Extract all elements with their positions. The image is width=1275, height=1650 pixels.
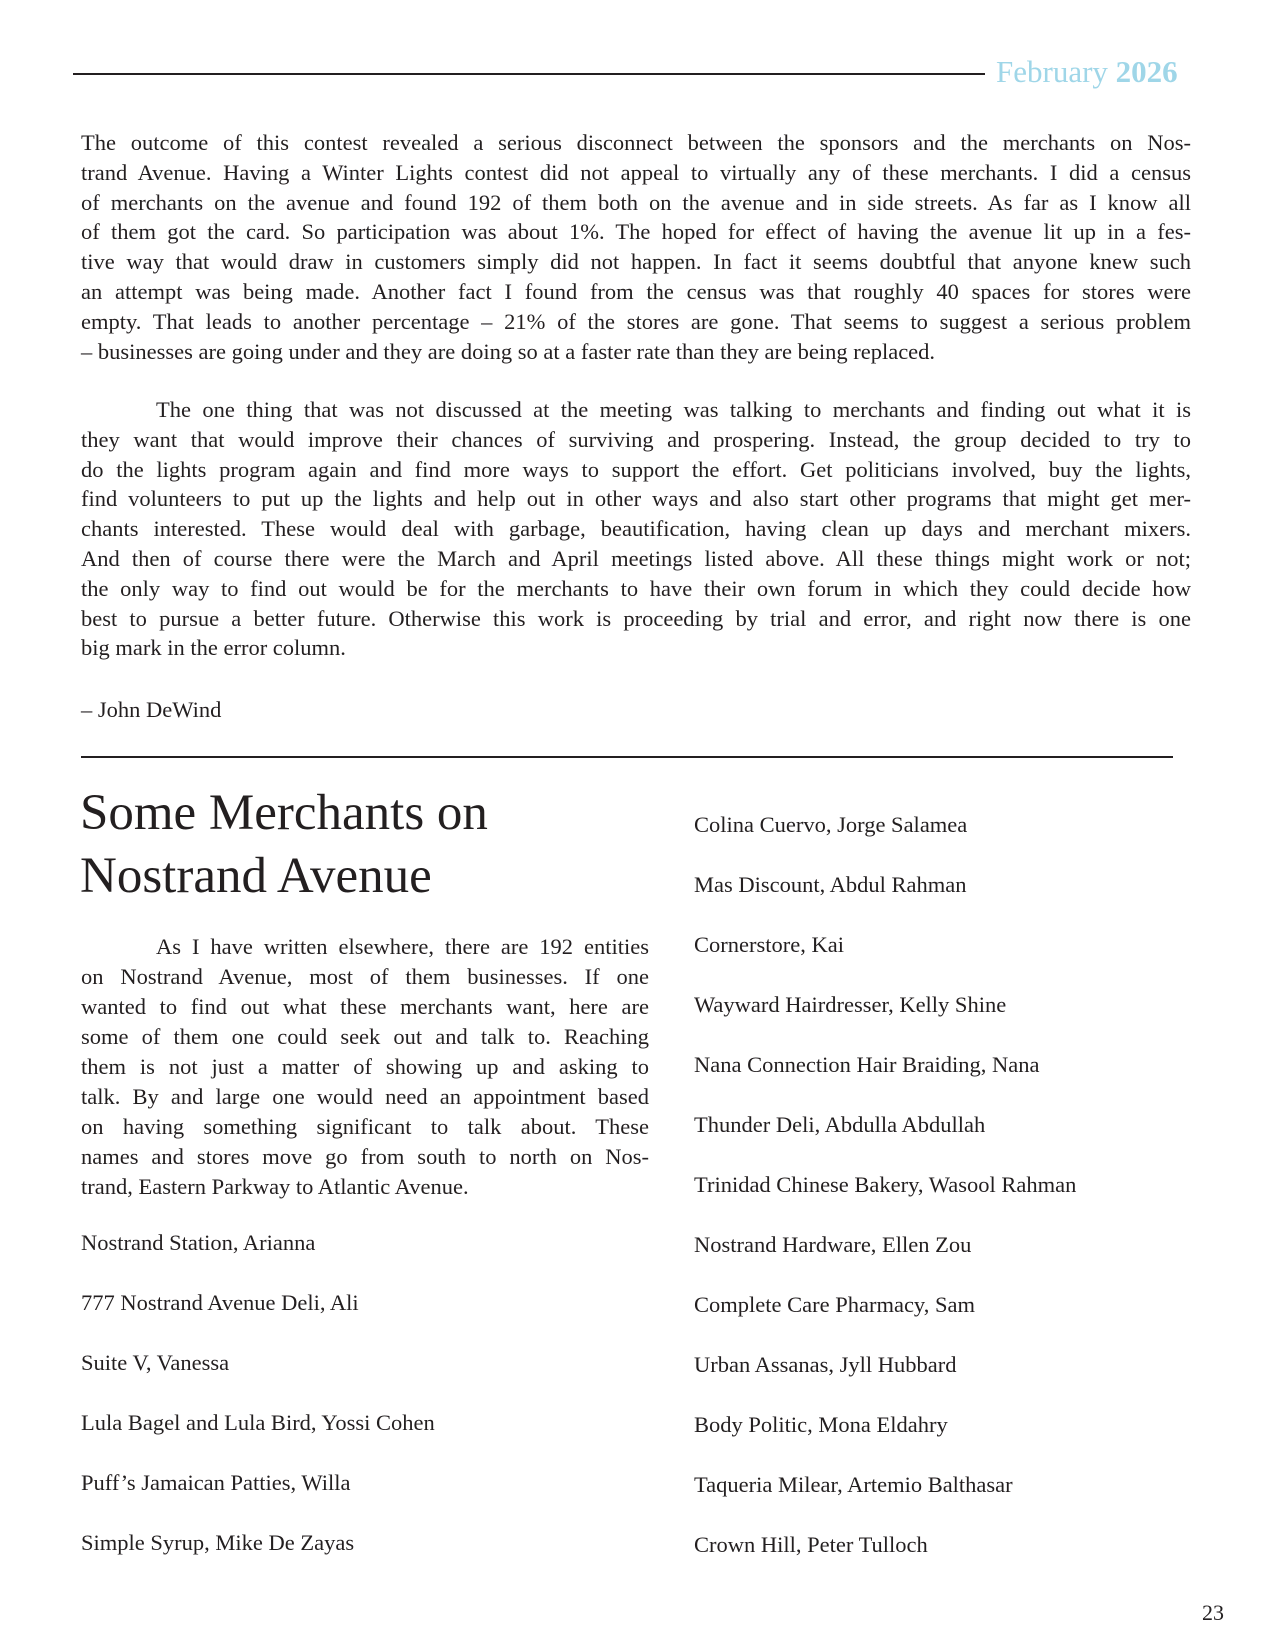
merchant-item: Puff’s Jamaican Patties, Willa bbox=[81, 1470, 351, 1495]
merchant-item: Nana Connection Hair Braiding, Nana bbox=[694, 1052, 1040, 1077]
merchant-item: Colina Cuervo, Jorge Salamea bbox=[694, 812, 968, 837]
text-line: – businesses are going under and they are doing so at a faster rate than they are being replaced. bbox=[81, 338, 936, 364]
text-line: chants interested. These would deal with garbage, beautification, having clean up days and merchant mixers. bbox=[81, 516, 1191, 542]
text-line: empty. That leads to another percentage – 21% of the stores are gone. That seems to suggest a serious problem bbox=[81, 308, 1191, 334]
issue-date bbox=[996, 54, 1178, 90]
merchant-item: Trinidad Chinese Bakery, Wasool Rahman bbox=[694, 1172, 1077, 1197]
merchant-item: Nostrand Station, Arianna bbox=[81, 1230, 316, 1255]
merchant-item: Suite V, Vanessa bbox=[81, 1350, 230, 1375]
merchant-item: Taqueria Milear, Artemio Balthasar bbox=[694, 1472, 1013, 1497]
merchant-item: Crown Hill, Peter Tulloch bbox=[694, 1532, 928, 1557]
text-line: an attempt was being made. Another fact I found from the census was that roughly 40 spaces for stores were bbox=[81, 278, 1191, 304]
merchant-item: Complete Care Pharmacy, Sam bbox=[694, 1292, 975, 1317]
header-rule bbox=[73, 73, 985, 75]
merchant-item: Thunder Deli, Abdulla Abdullah bbox=[694, 1112, 986, 1137]
merchant-item: Urban Assanas, Jyll Hubbard bbox=[694, 1352, 957, 1377]
author-signature: – John DeWind bbox=[81, 697, 222, 722]
text-line: them is not just a matter of showing up and asking to bbox=[81, 1054, 649, 1079]
text-line: of merchants on the avenue and found 192 of them both on the avenue and in side streets. As far as I know all bbox=[81, 189, 1191, 215]
merchant-item: Mas Discount, Abdul Rahman bbox=[694, 872, 967, 897]
text-line: talk. By and large one would need an appointment based bbox=[81, 1084, 649, 1109]
merchant-list-right bbox=[694, 810, 1076, 1590]
text-line: As I have written elsewhere, there are 192 entities bbox=[156, 934, 649, 959]
section-divider bbox=[81, 756, 1173, 758]
text-line: on having something significant to talk about. These bbox=[81, 1114, 649, 1139]
text-line: some of them one could seek out and talk to. Reaching bbox=[81, 1024, 649, 1049]
merchant-item: 777 Nostrand Avenue Deli, Ali bbox=[81, 1290, 359, 1315]
text-line: wanted to find out what these merchants want, here are bbox=[81, 994, 649, 1019]
article-paragraph-1 bbox=[81, 128, 1191, 366]
text-line: And then of course there were the March and April meetings listed above. All these things might work or not; bbox=[81, 545, 1191, 571]
text-line: best to pursue a better future. Otherwise this work is proceeding by trial and error, and right now there is one bbox=[81, 605, 1191, 631]
text-line: tive way that would draw in customers simply did not happen. In fact it seems doubtful that anyone knew such bbox=[81, 249, 1191, 275]
section-title-line1: Some Merchants on bbox=[80, 785, 488, 841]
merchant-list-left bbox=[81, 1228, 435, 1588]
text-line: The one thing that was not discussed at the meeting was talking to merchants and finding out what it is bbox=[156, 397, 1191, 422]
section-title-line2: Nostrand Avenue bbox=[80, 848, 432, 904]
text-line: The outcome of this contest revealed a serious disconnect between the sponsors and the merchants on Nos- bbox=[81, 130, 1191, 155]
text-line: trand, Eastern Parkway to Atlantic Avenue. bbox=[81, 1174, 469, 1199]
text-line: trand Avenue. Having a Winter Lights contest did not appeal to virtually any of these merchants. I did a census bbox=[81, 159, 1191, 185]
merchant-item: Lula Bagel and Lula Bird, Yossi Cohen bbox=[81, 1410, 435, 1435]
text-line: the only way to find out would be for the merchants to have their own forum in which they could decide how bbox=[81, 575, 1191, 601]
text-line: find volunteers to put up the lights and help out in other ways and also start other programs that might get mer- bbox=[81, 486, 1191, 512]
merchant-item: Simple Syrup, Mike De Zayas bbox=[81, 1530, 355, 1555]
merchant-item: Cornerstore, Kai bbox=[694, 932, 844, 957]
text-line: names and stores move go from south to north on Nos- bbox=[81, 1144, 649, 1169]
section-intro bbox=[81, 932, 649, 1202]
text-line: do the lights program again and find more ways to support the effort. Get politicians involved, buy the lights, bbox=[81, 456, 1191, 482]
merchant-item: Nostrand Hardware, Ellen Zou bbox=[694, 1232, 972, 1257]
text-line: of them got the card. So participation was about 1%. The hoped for effect of having the avenue lit up in a fes- bbox=[81, 219, 1191, 245]
merchant-item: Body Politic, Mona Eldahry bbox=[694, 1412, 948, 1437]
issue-month: February bbox=[996, 54, 1108, 89]
text-line: they want that would improve their chances of surviving and prospering. Instead, the group decided to try to bbox=[81, 426, 1191, 452]
article-paragraph-2 bbox=[81, 395, 1191, 663]
merchant-item: Wayward Hairdresser, Kelly Shine bbox=[694, 992, 1007, 1017]
issue-year: 2026 bbox=[1115, 54, 1178, 89]
section-title bbox=[80, 782, 488, 908]
text-line: big mark in the error column. bbox=[81, 635, 346, 661]
page-number: 23 bbox=[1202, 1600, 1224, 1625]
text-line: on Nostrand Avenue, most of them businesses. If one bbox=[81, 964, 649, 989]
